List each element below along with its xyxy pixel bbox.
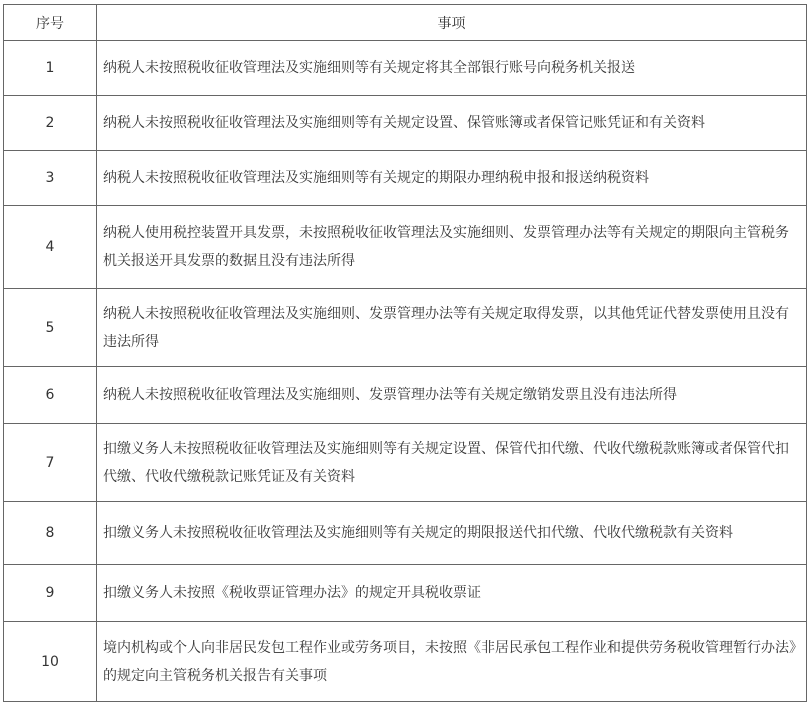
table-row xyxy=(4,96,807,151)
row-number: 2 xyxy=(4,96,97,151)
row-text: 纳税人未按照税收征收管理法及实施细则、发票管理办法等有关规定缴销发票且没有违法所得 xyxy=(97,367,807,424)
row-text: 境内机构或个人向非居民发包工程作业或劳务项目，未按照《非居民承包工程作业和提供劳务税收管理暂行办法》的规定向主管税务机关报告有关事项 xyxy=(97,622,807,702)
row-number: 3 xyxy=(4,151,97,206)
table-row xyxy=(4,565,807,622)
header-serial: 序号 xyxy=(4,5,97,41)
row-number: 9 xyxy=(4,565,97,622)
row-text: 纳税人未按照税收征收管理法及实施细则、发票管理办法等有关规定取得发票，以其他凭证代替发票使用且没有违法所得 xyxy=(97,289,807,367)
row-text: 扣缴义务人未按照税收征收管理法及实施细则等有关规定设置、保管代扣代缴、代收代缴税款账簿或者保管代扣代缴、代收代缴税款记账凭证及有关资料 xyxy=(97,424,807,502)
table-row xyxy=(4,502,807,565)
row-number: 4 xyxy=(4,206,97,289)
row-number: 6 xyxy=(4,367,97,424)
row-number: 5 xyxy=(4,289,97,367)
table-row xyxy=(4,622,807,702)
table-row xyxy=(4,151,807,206)
table-row xyxy=(4,206,807,289)
row-text: 纳税人未按照税收征收管理法及实施细则等有关规定的期限办理纳税申报和报送纳税资料 xyxy=(97,151,807,206)
row-text: 扣缴义务人未按照《税收票证管理办法》的规定开具税收票证 xyxy=(97,565,807,622)
row-number: 1 xyxy=(4,41,97,96)
row-text: 纳税人未按照税收征收管理法及实施细则等有关规定将其全部银行账号向税务机关报送 xyxy=(97,41,807,96)
table-row xyxy=(4,289,807,367)
row-text: 纳税人未按照税收征收管理法及实施细则等有关规定设置、保管账簿或者保管记账凭证和有关资料 xyxy=(97,96,807,151)
row-number: 10 xyxy=(4,622,97,702)
table-row xyxy=(4,41,807,96)
row-number: 8 xyxy=(4,502,97,565)
header-row xyxy=(4,5,807,41)
header-item: 事项 xyxy=(97,5,807,41)
table-row xyxy=(4,367,807,424)
table-row xyxy=(4,424,807,502)
row-text: 扣缴义务人未按照税收征收管理法及实施细则等有关规定的期限报送代扣代缴、代收代缴税款有关资料 xyxy=(97,502,807,565)
row-number: 7 xyxy=(4,424,97,502)
row-text: 纳税人使用税控装置开具发票，未按照税收征收管理法及实施细则、发票管理办法等有关规定的期限向主管税务机关报送开具发票的数据且没有违法所得 xyxy=(97,206,807,289)
items-table xyxy=(3,4,807,702)
